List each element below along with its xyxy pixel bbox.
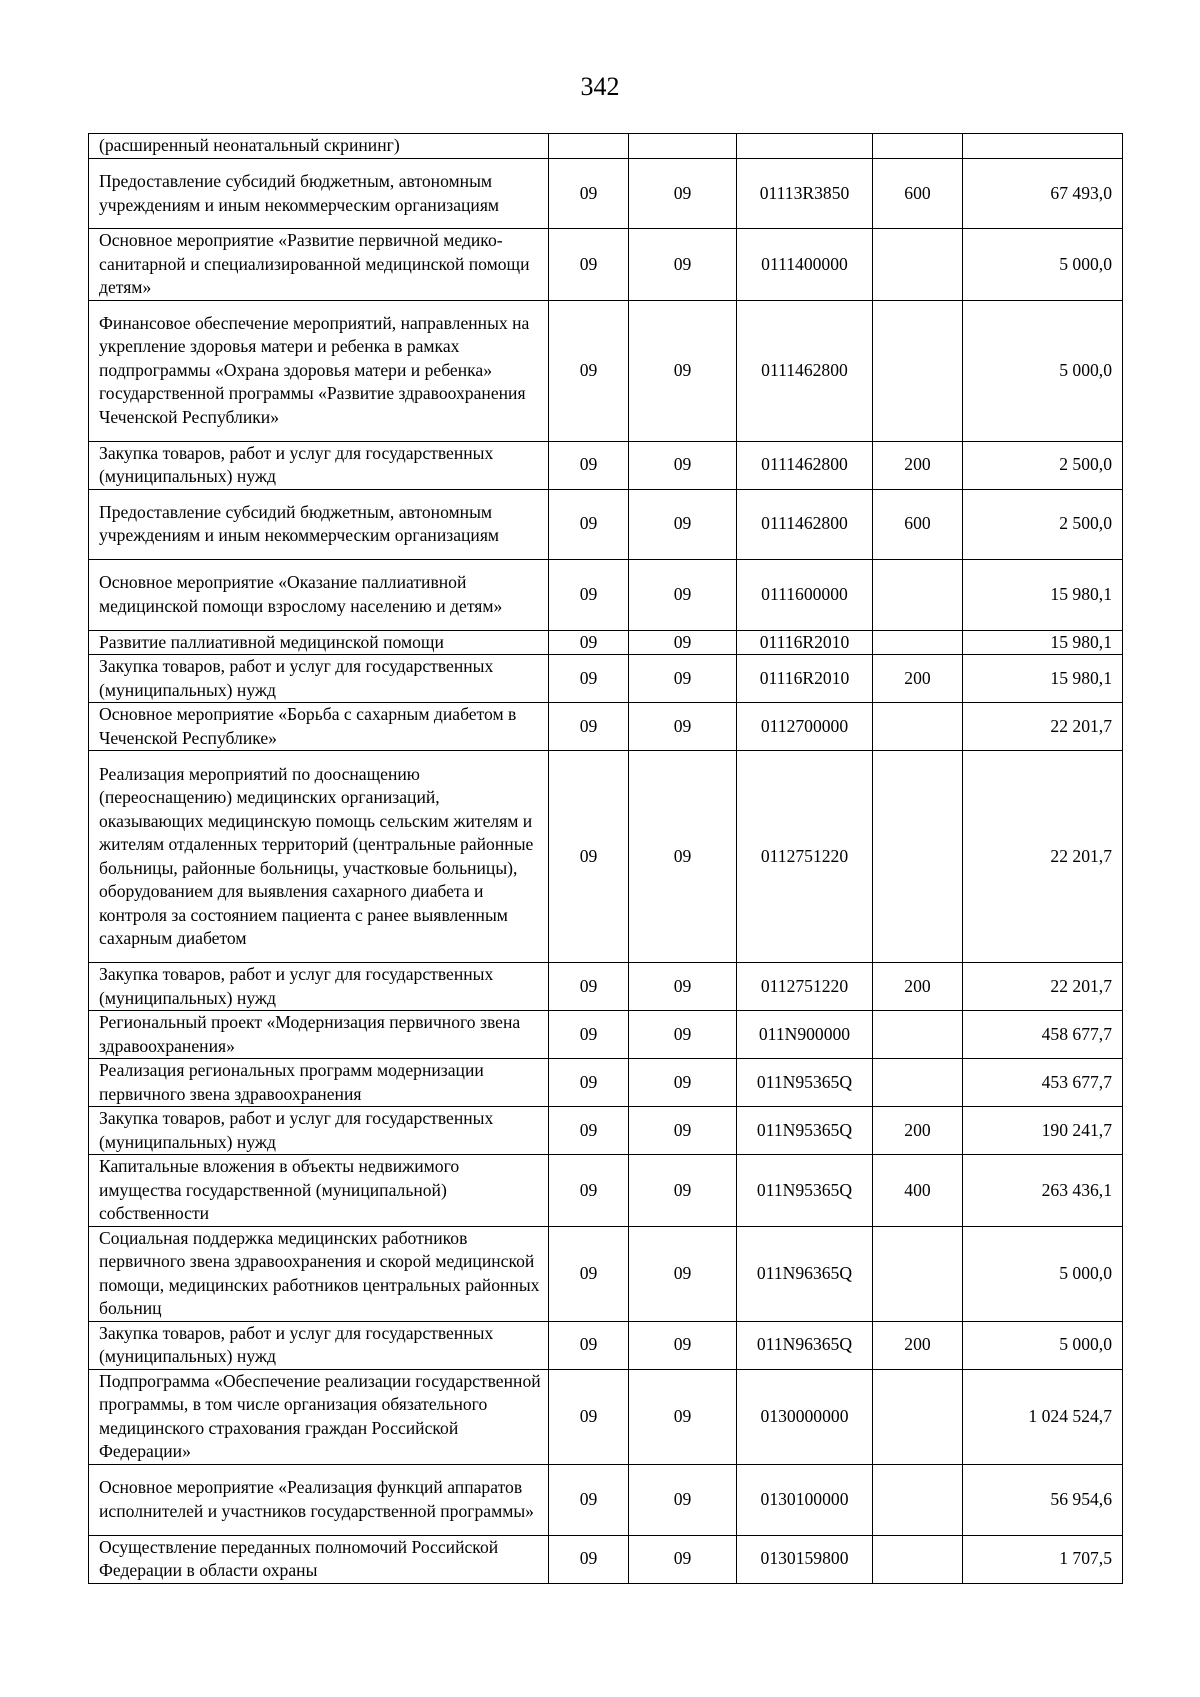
row-expense-type-cell: 600 [873,159,963,229]
row-amount-cell: 458 677,7 [963,1011,1123,1059]
table-row [89,1155,1123,1227]
budget-table-body [89,134,1123,1584]
row-section-cell: 09 [549,1155,629,1227]
table-row [89,1226,1123,1321]
row-subsection-cell: 09 [629,655,737,703]
table-row [89,1369,1123,1464]
row-target-article-cell: 011N95365Q [737,1155,873,1227]
row-subsection-cell: 09 [629,963,737,1011]
row-subsection-cell: 09 [629,1011,737,1059]
row-expense-type-cell [873,1226,963,1321]
row-section-cell: 09 [549,489,629,559]
table-row [89,630,1123,655]
row-target-article-cell: 011N96365Q [737,1226,873,1321]
row-subsection-cell: 09 [629,1464,737,1535]
row-amount-cell: 2 500,0 [963,489,1123,559]
row-amount-cell: 22 201,7 [963,963,1123,1011]
table-row [89,134,1123,159]
row-section-cell: 09 [549,1011,629,1059]
row-section-cell: 09 [549,1059,629,1107]
row-section-cell: 09 [549,1369,629,1464]
row-name-cell: Развитие паллиативной медицинской помощи [89,630,549,655]
table-row [89,559,1123,630]
row-expense-type-cell [873,1369,963,1464]
row-target-article-cell: 0111462800 [737,300,873,441]
row-expense-type-cell: 200 [873,963,963,1011]
row-target-article-cell: 011N96365Q [737,1321,873,1369]
row-name-cell: Предоставление субсидий бюджетным, автономным учреждениям и иным некоммерческим организациям [89,489,549,559]
row-name-cell: Закупка товаров, работ и услуг для государственных (муниципальных) нужд [89,655,549,703]
table-row [89,1107,1123,1155]
row-subsection-cell: 09 [629,1535,737,1583]
row-expense-type-cell [873,630,963,655]
row-section-cell: 09 [549,1464,629,1535]
row-expense-type-cell [873,559,963,630]
table-row [89,229,1123,301]
row-amount-cell: 453 677,7 [963,1059,1123,1107]
row-expense-type-cell: 600 [873,489,963,559]
row-section-cell: 09 [549,630,629,655]
row-section-cell: 09 [549,1107,629,1155]
row-amount-cell: 15 980,1 [963,559,1123,630]
row-name-cell: Основное мероприятие «Реализация функций аппаратов исполнителей и участников государственной программы» [89,1464,549,1535]
row-amount-cell: 2 500,0 [963,441,1123,489]
row-amount-cell: 5 000,0 [963,1226,1123,1321]
row-expense-type-cell: 200 [873,441,963,489]
row-target-article-cell: 011N95365Q [737,1059,873,1107]
row-name-cell: Финансовое обеспечение мероприятий, направленных на укрепление здоровья матери и ребенка в рамках подпрограммы «Охрана здоровья матери и ребенка» государственной программы «Развитие здравоохранения Чеченской Республики» [89,300,549,441]
row-section-cell: 09 [549,300,629,441]
row-target-article-cell: 0130000000 [737,1369,873,1464]
row-expense-type-cell [873,134,963,159]
row-expense-type-cell [873,300,963,441]
row-expense-type-cell [873,1011,963,1059]
table-row [89,300,1123,441]
row-expense-type-cell [873,229,963,301]
row-subsection-cell: 09 [629,703,737,751]
table-row [89,963,1123,1011]
row-target-article-cell: 0130100000 [737,1464,873,1535]
table-row [89,441,1123,489]
row-section-cell [549,134,629,159]
row-subsection-cell: 09 [629,1226,737,1321]
table-row [89,1011,1123,1059]
row-target-article-cell: 01113R3850 [737,159,873,229]
row-section-cell: 09 [549,441,629,489]
table-row [89,489,1123,559]
row-target-article-cell: 0112751220 [737,963,873,1011]
row-target-article-cell: 0111462800 [737,441,873,489]
row-amount-cell: 5 000,0 [963,229,1123,301]
row-section-cell: 09 [549,159,629,229]
row-name-cell: Осуществление переданных полномочий Российской Федерации в области охраны [89,1535,549,1583]
row-expense-type-cell: 200 [873,1107,963,1155]
row-section-cell: 09 [549,703,629,751]
row-amount-cell: 190 241,7 [963,1107,1123,1155]
table-row [89,159,1123,229]
row-section-cell: 09 [549,1321,629,1369]
row-name-cell: Капитальные вложения в объекты недвижимого имущества государственной (муниципальной) собственности [89,1155,549,1227]
table-row [89,751,1123,963]
row-subsection-cell: 09 [629,1107,737,1155]
row-expense-type-cell [873,703,963,751]
row-amount-cell: 15 980,1 [963,655,1123,703]
row-name-cell: Основное мероприятие «Развитие первичной медико-санитарной и специализированной медицинской помощи детям» [89,229,549,301]
row-target-article-cell: 0130159800 [737,1535,873,1583]
row-subsection-cell: 09 [629,1155,737,1227]
row-section-cell: 09 [549,1535,629,1583]
row-section-cell: 09 [549,963,629,1011]
row-subsection-cell: 09 [629,1369,737,1464]
row-subsection-cell: 09 [629,630,737,655]
row-target-article-cell: 011N95365Q [737,1107,873,1155]
row-section-cell: 09 [549,655,629,703]
row-expense-type-cell [873,751,963,963]
row-amount-cell: 22 201,7 [963,751,1123,963]
row-target-article-cell: 0111462800 [737,489,873,559]
row-subsection-cell: 09 [629,751,737,963]
row-target-article-cell: 0111600000 [737,559,873,630]
row-name-cell: Закупка товаров, работ и услуг для государственных (муниципальных) нужд [89,963,549,1011]
row-section-cell: 09 [549,229,629,301]
row-amount-cell [963,134,1123,159]
row-target-article-cell: 01116R2010 [737,630,873,655]
row-subsection-cell [629,134,737,159]
row-name-cell: Реализация региональных программ модернизации первичного звена здравоохранения [89,1059,549,1107]
row-expense-type-cell [873,1535,963,1583]
row-name-cell: Закупка товаров, работ и услуг для государственных (муниципальных) нужд [89,1321,549,1369]
row-amount-cell: 67 493,0 [963,159,1123,229]
row-name-cell: (расширенный неонатальный скрининг) [89,134,549,159]
row-amount-cell: 56 954,6 [963,1464,1123,1535]
row-amount-cell: 1 024 524,7 [963,1369,1123,1464]
row-expense-type-cell: 400 [873,1155,963,1227]
row-amount-cell: 5 000,0 [963,1321,1123,1369]
page-number: 342 [580,72,620,101]
row-amount-cell: 1 707,5 [963,1535,1123,1583]
table-row [89,1059,1123,1107]
row-subsection-cell: 09 [629,559,737,630]
row-name-cell: Реализация мероприятий по дооснащению (переоснащению) медицинских организаций, оказывающих медицинскую помощь сельским жителям и жителям отдаленных территорий (центральные районные больницы, районные больницы, участковые больницы), оборудованием для выявления сахарного диабета и контроля за состоянием пациента с ранее выявленным сахарным диабетом [89,751,549,963]
row-name-cell: Предоставление субсидий бюджетным, автономным учреждениям и иным некоммерческим организациям [89,159,549,229]
row-name-cell: Закупка товаров, работ и услуг для государственных (муниципальных) нужд [89,1107,549,1155]
table-row [89,1464,1123,1535]
row-section-cell: 09 [549,1226,629,1321]
row-target-article-cell: 01116R2010 [737,655,873,703]
row-name-cell: Подпрограмма «Обеспечение реализации государственной программы, в том числе организация обязательного медицинского страхования граждан Российской Федерации» [89,1369,549,1464]
row-section-cell: 09 [549,751,629,963]
row-expense-type-cell [873,1059,963,1107]
row-expense-type-cell: 200 [873,655,963,703]
table-row [89,655,1123,703]
row-section-cell: 09 [549,559,629,630]
row-name-cell: Основное мероприятие «Борьба с сахарным диабетом в Чеченской Республике» [89,703,549,751]
row-target-article-cell: 0111400000 [737,229,873,301]
row-name-cell: Социальная поддержка медицинских работников первичного звена здравоохранения и скорой медицинской помощи, медицинских работников центральных районных больниц [89,1226,549,1321]
row-target-article-cell: 0112751220 [737,751,873,963]
row-amount-cell: 5 000,0 [963,300,1123,441]
row-subsection-cell: 09 [629,300,737,441]
budget-table [88,133,1123,1584]
row-expense-type-cell: 200 [873,1321,963,1369]
row-target-article-cell: 011N900000 [737,1011,873,1059]
table-row [89,1321,1123,1369]
row-name-cell: Основное мероприятие «Оказание паллиативной медицинской помощи взрослому населению и детям» [89,559,549,630]
row-target-article-cell: 0112700000 [737,703,873,751]
row-subsection-cell: 09 [629,1059,737,1107]
row-name-cell: Региональный проект «Модернизация первичного звена здравоохранения» [89,1011,549,1059]
table-row [89,1535,1123,1583]
row-subsection-cell: 09 [629,159,737,229]
row-subsection-cell: 09 [629,441,737,489]
row-subsection-cell: 09 [629,229,737,301]
row-name-cell: Закупка товаров, работ и услуг для государственных (муниципальных) нужд [89,441,549,489]
row-amount-cell: 15 980,1 [963,630,1123,655]
row-amount-cell: 22 201,7 [963,703,1123,751]
row-subsection-cell: 09 [629,1321,737,1369]
row-subsection-cell: 09 [629,489,737,559]
table-row [89,703,1123,751]
row-target-article-cell [737,134,873,159]
row-amount-cell: 263 436,1 [963,1155,1123,1227]
row-expense-type-cell [873,1464,963,1535]
